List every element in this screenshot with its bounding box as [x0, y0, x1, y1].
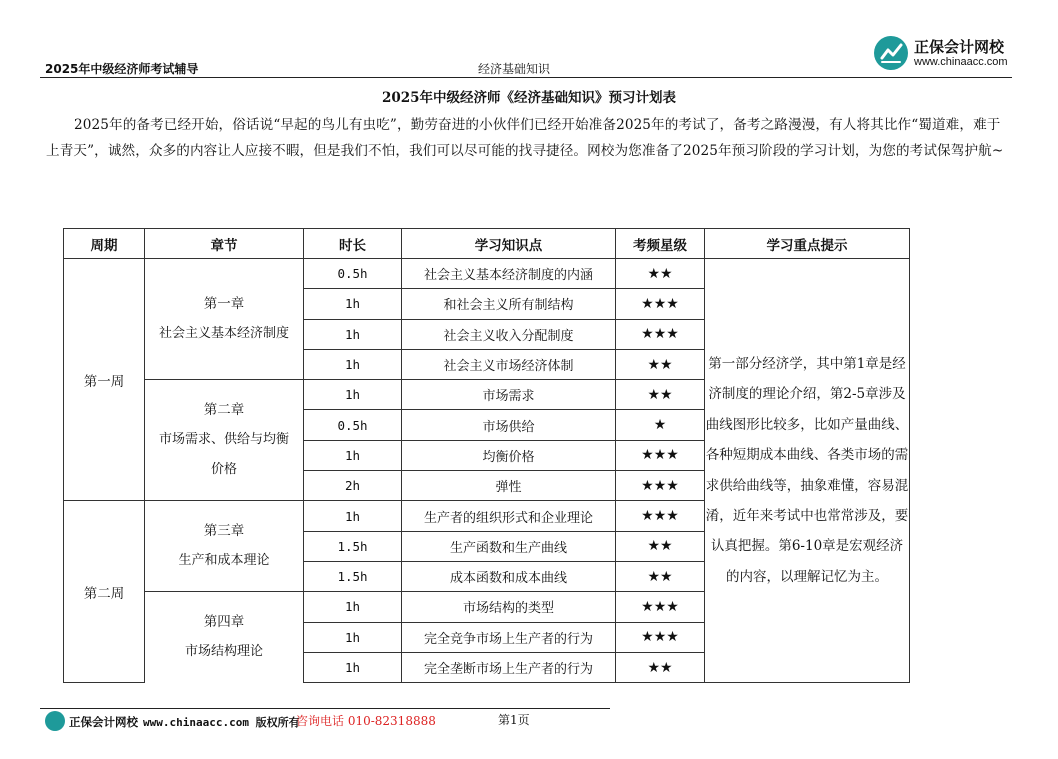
chapter-cell	[145, 380, 304, 501]
chapter-cell	[145, 259, 304, 380]
chapter-name: 市场结构理论	[184, 644, 263, 660]
topic-cell: 社会主义市场经济体制	[402, 349, 616, 379]
topic-cell: 和社会主义所有制结构	[402, 289, 616, 319]
star-rating: ★★	[616, 531, 705, 561]
header-divider	[40, 77, 1012, 78]
duration-cell: 1h	[304, 652, 402, 682]
intro-paragraph: 2025年的备考已经开始，俗话说“早起的鸟儿有虫吃”，勤劳奋进的小伙伴们已经开始准备2025年的考试了，备考之路漫漫，有人将其比作“蜀道难，难于上青天”，诚然，众多的内容让人应接不暇，但是我们不怕，我们可以尽可能的找寻捷径。网校为您准备了2025年预习阶段的学习计划，为您的考试保驾护航~	[46, 117, 1004, 159]
star-rating: ★★★	[616, 471, 705, 501]
chapter-name: 生产和成本理论	[178, 553, 270, 569]
duration-cell: 1h	[304, 440, 402, 470]
topic-cell: 市场结构的类型	[402, 592, 616, 622]
star-rating: ★★	[616, 561, 705, 591]
topic-cell: 生产函数和生产曲线	[402, 531, 616, 561]
duration-cell: 1.5h	[304, 531, 402, 561]
footer-brand: 正保会计网校	[69, 715, 138, 729]
week-cell: 第一周	[64, 259, 145, 501]
duration-cell: 1h	[304, 622, 402, 652]
star-rating: ★★	[616, 259, 705, 289]
table-row	[64, 259, 910, 289]
star-rating: ★★★	[616, 319, 705, 349]
duration-cell: 0.5h	[304, 259, 402, 289]
header-exam-title: 2025年中级经济师考试辅导	[45, 62, 199, 76]
topic-cell: 市场供给	[402, 410, 616, 440]
duration-cell: 1h	[304, 501, 402, 531]
logo-icon	[874, 36, 908, 70]
duration-cell: 2h	[304, 471, 402, 501]
header-chapter: 章节	[145, 229, 304, 259]
star-rating: ★★★	[616, 622, 705, 652]
header-subject-title: 经济基础知识	[478, 62, 551, 76]
document-title: 2025年中级经济师《经济基础知识》预习计划表	[381, 90, 677, 106]
duration-cell: 0.5h	[304, 410, 402, 440]
topic-cell: 弹性	[402, 471, 616, 501]
header-frequency: 考频星级	[616, 229, 705, 259]
star-rating: ★★★	[616, 501, 705, 531]
duration-cell: 1h	[304, 592, 402, 622]
chapter-name-continued: 价格	[210, 462, 237, 478]
star-rating: ★★	[616, 380, 705, 410]
duration-cell: 1h	[304, 380, 402, 410]
study-tips-cell: 第一部分经济学，其中第1章是经济制度的理论介绍，第2-5章涉及曲线图形比较多，比如产量曲线、各种短期成本曲线、各类市场的需求供给曲线等，抽象难懂，容易混淆，近年来考试中也常常涉及，要认真把握。第6-10章是宏观经济的内容，以理解记忆为主。	[705, 259, 910, 683]
footer-website[interactable]: www.chinaacc.com 版权所有	[143, 716, 300, 729]
week-cell: 第二周	[64, 501, 145, 683]
topic-cell: 完全垄断市场上生产者的行为	[402, 652, 616, 682]
footer-logo-icon	[45, 711, 65, 731]
header-topic: 学习知识点	[402, 229, 616, 259]
chapter-number: 第一章	[203, 296, 245, 313]
header-duration: 时长	[304, 229, 402, 259]
chapter-name: 社会主义基本经济制度	[158, 326, 289, 342]
star-rating: ★★★	[616, 592, 705, 622]
duration-cell: 1h	[304, 349, 402, 379]
chapter-cell	[145, 592, 304, 683]
duration-cell: 1h	[304, 319, 402, 349]
footer-divider	[40, 708, 610, 709]
chapter-name: 市场需求、供给与均衡	[158, 432, 289, 448]
table-header-row	[64, 229, 910, 259]
chapter-number: 第三章	[203, 523, 245, 540]
topic-cell: 社会主义基本经济制度的内涵	[402, 259, 616, 289]
chapter-number: 第四章	[203, 614, 245, 631]
star-rating: ★★★	[616, 440, 705, 470]
duration-cell: 1h	[304, 289, 402, 319]
chapter-cell	[145, 501, 304, 592]
topic-cell: 均衡价格	[402, 440, 616, 470]
topic-cell: 社会主义收入分配制度	[402, 319, 616, 349]
star-rating: ★★	[616, 349, 705, 379]
star-rating: ★★	[616, 652, 705, 682]
logo-name: 正保会计网校	[914, 38, 1005, 56]
chapter-number: 第二章	[203, 402, 245, 419]
topic-cell: 生产者的组织形式和企业理论	[402, 501, 616, 531]
duration-cell: 1.5h	[304, 561, 402, 591]
topic-cell: 成本函数和成本曲线	[402, 561, 616, 591]
topic-cell: 市场需求	[402, 380, 616, 410]
footer-phone: 咨询电话 010-82318888	[296, 714, 436, 728]
star-rating: ★★★	[616, 289, 705, 319]
topic-cell: 完全竞争市场上生产者的行为	[402, 622, 616, 652]
header-week: 周期	[64, 229, 145, 259]
study-plan-table	[63, 228, 910, 683]
star-rating: ★	[616, 410, 705, 440]
page-number: 第1页	[498, 713, 530, 727]
header-tips: 学习重点提示	[705, 229, 910, 259]
brand-logo[interactable]	[874, 34, 1014, 74]
logo-url[interactable]: www.chinaacc.com	[914, 56, 1008, 68]
